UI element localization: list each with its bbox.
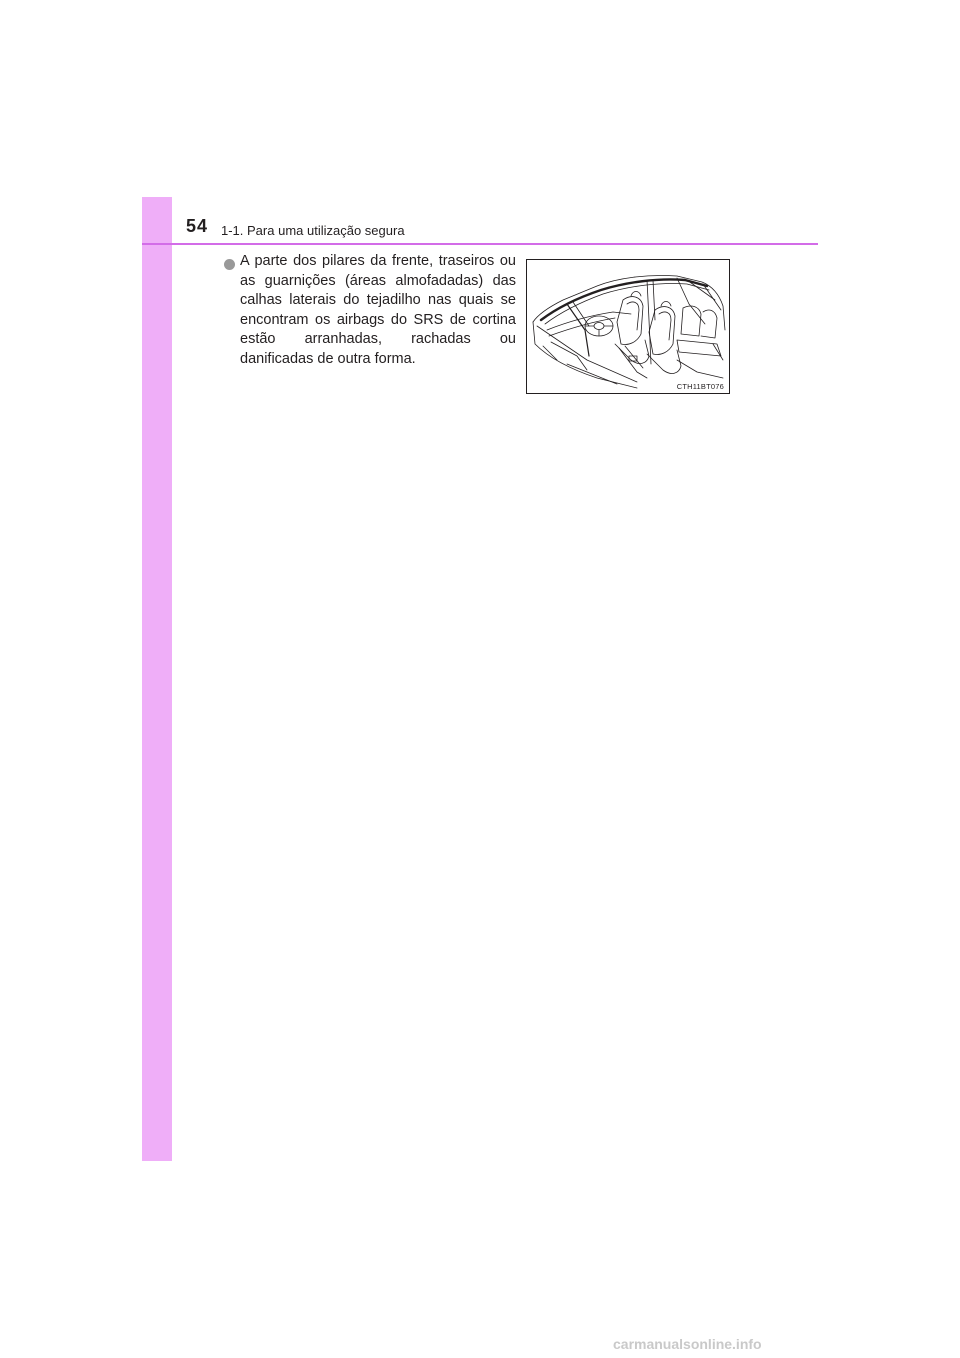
page-number: 54 bbox=[186, 216, 209, 236]
bullet-paragraph: A parte dos pilares da frente, traseiros ou as guarnições (áreas almofadadas) das calhas laterais do tejadilho nas quais se encontram os airbags do SRS de cortina estão arranhadas, rachadas ou danificadas de outra forma. bbox=[240, 253, 516, 367]
figure-code: CTH11BT076 bbox=[676, 382, 724, 391]
side-tab-bar bbox=[142, 197, 172, 1161]
car-interior-illustration bbox=[526, 259, 730, 394]
watermark: carmanualsonline.info bbox=[613, 1336, 762, 1352]
car-interior-drawing bbox=[527, 260, 730, 394]
bullet-icon bbox=[224, 259, 235, 270]
section-title: 1-1. Para uma utilização segura bbox=[221, 223, 405, 238]
header-divider bbox=[142, 243, 818, 245]
